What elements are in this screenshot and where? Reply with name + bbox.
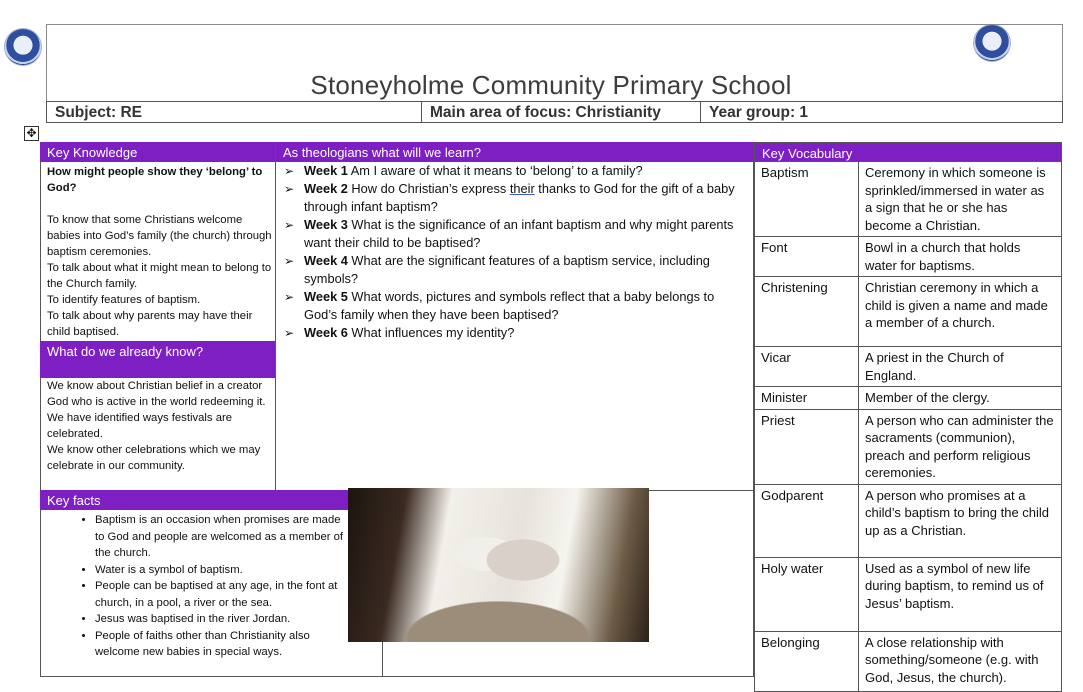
fact-item: • Jesus was baptised in the river Jordan. — [95, 611, 352, 628]
key-knowledge-question: How might people show they ‘belong’ to God? — [47, 166, 263, 194]
vocab-term: Vicar — [755, 347, 859, 387]
fact-item: • Baptism is an occasion when promises are made to God and people are welcomed as a member of the church. — [95, 512, 352, 562]
vocab-row — [755, 347, 1062, 387]
vocab-definition: Ceremony in which someone is sprinkled/immersed in water as a sign that he or she has become a Christian. — [859, 162, 1062, 237]
already-know-heading: What do we already know? — [40, 341, 276, 378]
key-knowledge-heading: Key Knowledge — [40, 142, 276, 162]
vocab-row — [755, 557, 1062, 631]
key-facts-heading: Key facts — [40, 490, 383, 510]
fact-item: • People can be baptised at any age, in the font at church, in a pool, a river or the sea. — [95, 578, 352, 611]
vocab-term: Priest — [755, 409, 859, 484]
vocab-definition: A priest in the Church of England. — [859, 347, 1062, 387]
table-move-handle-icon[interactable]: ✥ — [24, 126, 39, 141]
spellcheck-word: their — [509, 181, 535, 196]
vocab-definition: Used as a symbol of new life during baptism, to remind us of Jesus’ baptism. — [859, 557, 1062, 631]
week-item: ➢ Week 4 What are the significant features of a baptism service, including symbols? — [280, 252, 745, 288]
vocab-row — [755, 237, 1062, 277]
vocab-definition: A person who can administer the sacraments (communion), preach and perform religious ceremonies. — [859, 409, 1062, 484]
vocabulary-table — [754, 161, 1062, 692]
vocab-term: Baptism — [755, 162, 859, 237]
vocab-term: Minister — [755, 387, 859, 410]
vocab-row — [755, 277, 1062, 347]
vocabulary-heading: Key Vocabulary — [754, 142, 1062, 162]
vocab-term: Christening — [755, 277, 859, 347]
baptism-photo — [348, 488, 649, 642]
fact-item: • Water is a symbol of baptism. — [95, 562, 352, 579]
vocab-row — [755, 631, 1062, 691]
knowledge-line: To identify features of baptism. — [47, 294, 201, 306]
week-item: ➢ Week 6 What influences my identity? — [280, 324, 745, 342]
week-item: ➢ Week 3 What is the significance of an infant baptism and why might parents want their child to be baptised? — [280, 216, 745, 252]
vocab-term: Holy water — [755, 557, 859, 631]
vocab-definition: A close relationship with something/someone (e.g. with God, Jesus, the church). — [859, 631, 1062, 691]
key-facts-list — [40, 512, 352, 662]
vocab-row — [755, 484, 1062, 557]
vocab-term: Belonging — [755, 631, 859, 691]
already-know-line: We know other celebrations which we may celebrate in our community. — [47, 444, 261, 472]
knowledge-line: To talk about what it might mean to belong to the Church family. — [47, 262, 272, 290]
learn-heading: As theologians what will we learn? — [276, 142, 754, 162]
vocab-definition: Bowl in a church that holds water for baptisms. — [859, 237, 1062, 277]
already-know-line: We have identified ways festivals are celebrated. — [47, 412, 233, 440]
subject-cell: Subject: RE — [46, 101, 422, 123]
school-crest-left-icon — [5, 29, 41, 65]
key-knowledge-text — [47, 212, 273, 340]
vocab-term: Godparent — [755, 484, 859, 557]
vocab-term: Font — [755, 237, 859, 277]
week-item: ➢ Week 1 Am I aware of what it means to ‘belong’ to a family? — [280, 162, 745, 180]
focus-cell: Main area of focus: Christianity — [421, 101, 701, 123]
knowledge-line: To talk about why parents may have their child baptised. — [47, 310, 253, 338]
vocab-row — [755, 409, 1062, 484]
vocab-definition: A person who promises at a child’s baptism to bring the child up as a Christian. — [859, 484, 1062, 557]
vocab-definition: Member of the clergy. — [859, 387, 1062, 410]
already-know-line: We know about Christian belief in a creator God who is active in the world redeeming it. — [47, 380, 266, 408]
year-group-cell: Year group: 1 — [700, 101, 1063, 123]
week-item: ➢ Week 5 What words, pictures and symbols reflect that a baby belongs to God’s family when they have been baptised? — [280, 288, 745, 324]
fact-item: • People of faiths other than Christianity also welcome new babies in special ways. — [95, 628, 352, 661]
already-know-text — [47, 378, 273, 490]
vocab-row — [755, 387, 1062, 410]
week-list — [280, 162, 745, 342]
vocab-definition: Christian ceremony in which a child is given a name and made a member of a church. — [859, 277, 1062, 347]
week-item: ➢ Week 2 How do Christian’s express their thanks to God for the gift of a baby through infant baptism? — [280, 180, 745, 216]
knowledge-line: To know that some Christians welcome babies into God’s family (the church) through baptism ceremonies. — [47, 214, 272, 258]
vocab-row — [755, 162, 1062, 237]
school-name: Stoneyholme Community Primary School — [310, 70, 792, 100]
